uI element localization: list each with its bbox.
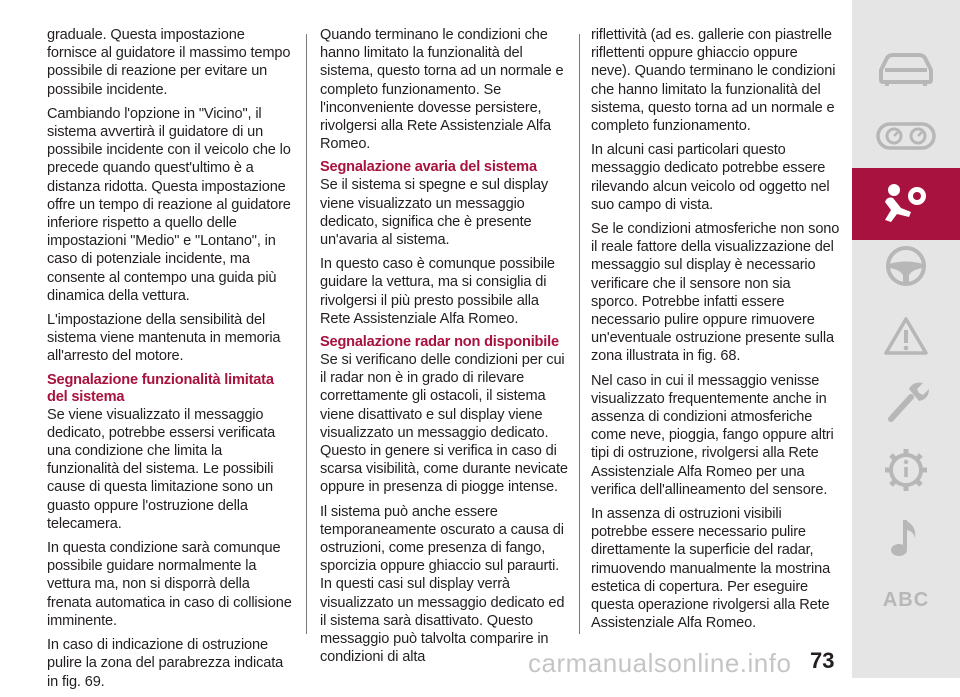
- paragraph: In caso di indicazione di ostruzione pulire la zona del parabrezza indicata in fig. 69.: [47, 637, 284, 690]
- paragraph: Cambiando l'opzione in "Vicino", il sistema avvertirà il guidatore di un possibile incidente con il veicolo che lo precede quando quest'ultimo è a distanza ridotta. Questa impostazione offre un tempo di reazione al guidatore inferiore rispetto a quello delle impostazioni "Medio" e "Lontano", in caso di potenziale incidente, ma consente al contempo una guida più dinamica della vettura.: [47, 105, 291, 304]
- page-number: 73: [810, 648, 835, 673]
- text-column-2: [320, 26, 570, 673]
- abc-index-icon[interactable]: [852, 564, 960, 636]
- steering-wheel-icon[interactable]: [852, 230, 960, 302]
- wrench-icon[interactable]: [852, 366, 960, 438]
- warning-triangle-icon[interactable]: [852, 300, 960, 372]
- column-divider: [579, 34, 580, 634]
- chapter-sidebar: [852, 0, 960, 678]
- paragraph: L'impostazione della sensibilità del sistema viene mantenuta in memoria all'arresto del motore.: [47, 312, 281, 365]
- text-column-1: [47, 26, 297, 697]
- paragraph: In questo caso è comunque possibile guidare la vettura, ma si consiglia di rivolgersi il più presto possibile alla Rete Assistenziale Alfa Romeo.: [320, 256, 555, 327]
- text-column-3: [591, 26, 841, 639]
- paragraph: riflettività (ad es. gallerie con piastrelle riflettenti oppure ghiaccio oppure neve). Quando terminano le condizioni che hanno limitato la funzionalità del sistema, questo torna ad un normale e completo funzionamento.: [591, 27, 836, 135]
- car-icon[interactable]: [852, 32, 960, 104]
- paragraph: In questa condizione sarà comunque possibile guidare normalmente la vettura ma, non si disporrà della frenata automatica in caso di collisione imminente.: [47, 540, 292, 629]
- paragraph: Se il sistema si spegne e sul display viene visualizzato un messaggio dedicato, significa che è presente un'avaria al sistema.: [320, 177, 549, 249]
- paragraph: Se si verificano delle condizioni per cui il radar non è in grado di rilevare correttamente gli ostacoli, il sistema viene disattivato e sul display viene visualizzato un messaggio dedicato. Questo in genere si verifica in caso di scarsa visibilità, come durante nevicate oppure in presenza di piogge intense.: [320, 352, 568, 496]
- paragraph: Quando terminano le condizioni che hanno limitato la funzionalità del sistema, questo torna ad un normale e completo funzionamento. Se l'inconveniente dovesse persistere, rivolgersi alla Rete Assistenziale Alfa Romeo.: [320, 27, 564, 153]
- paragraph: graduale. Questa impostazione fornisce al guidatore il massimo tempo possibile di reazione per evitare un possibile incidente.: [47, 27, 291, 98]
- paragraph: Nel caso in cui il messaggio venisse visualizzato frequentemente anche in assenza di condizioni atmosferiche come neve, pioggia, fango oppure altri tipi di ostruzione, rivolgersi alla Rete Assistenziale Alfa Romeo per una verifica dell'allineamento del sensore.: [591, 372, 834, 498]
- instrument-panel-icon[interactable]: [852, 100, 960, 172]
- section-heading: Segnalazione radar non disponibile: [320, 334, 559, 351]
- section-heading: Segnalazione avaria del sistema: [320, 159, 537, 176]
- column-divider: [306, 34, 307, 634]
- paragraph: Se viene visualizzato il messaggio dedicato, potrebbe essersi verificata una condizione che limita la funzionalità del sistema. Le possibili cause di questa limitazione sono un guasto oppure l'ostruzione della telecamera.: [47, 406, 276, 532]
- section-heading: Segnalazione funzionalità limitata del sistema: [47, 371, 274, 405]
- watermark: carmanualsonline.info: [528, 648, 792, 678]
- settings-info-icon[interactable]: [852, 434, 960, 506]
- abc-label: ABC: [882, 588, 930, 611]
- paragraph: Il sistema può anche essere temporaneamente oscurato a causa di ostruzioni, come presenza di fango, sporcizia oppure ghiaccio sul paraurti. In questi casi sul display verrà visualizzato un messaggio dedicato ed il sistema sarà disattivato. Questo messaggio può talvolta comparire in condizioni di alta: [320, 503, 565, 666]
- paragraph: In alcuni casi particolari questo messaggio dedicato potrebbe essere rilevando alcun veicolo od oggetto nel suo campo di vista.: [591, 142, 830, 213]
- paragraph: Se le condizioni atmosferiche non sono il reale fattore della visualizzazione del messaggio sul display è necessario verificare che il sensore non sia sporco. Potrebbe infatti essere necessario pulire oppure rimuovere un'eventuale ostruzione presente sulla zona illustrata in fig. 68.: [591, 221, 840, 365]
- paragraph: In assenza di ostruzioni visibili potrebbe essere necessario pulire direttamente la superficie del radar, rimuovendo manualmente la mostrina estetica di copertura. Per eseguire questa operazione rivolgersi alla Rete Assistenziale Alfa Romeo.: [591, 506, 831, 632]
